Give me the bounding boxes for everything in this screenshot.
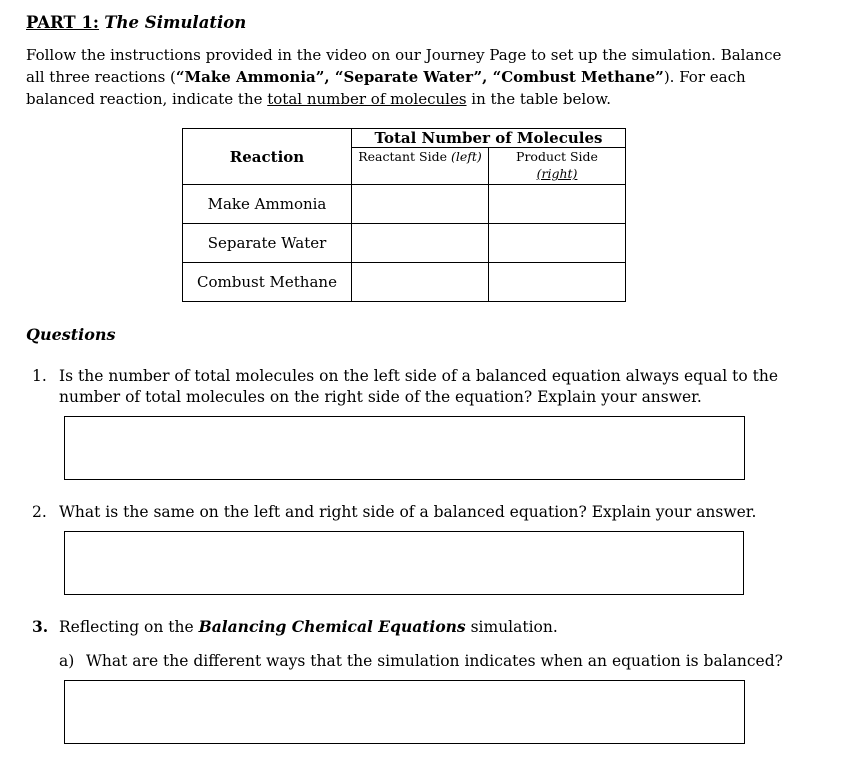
question-text-post: simulation.: [465, 618, 558, 636]
reaction-header: Reaction: [183, 129, 352, 185]
sub-question-number: a): [59, 652, 75, 670]
intro-line-1: Follow the instructions provided in the video on our Journey Page to set up the simulation. Balance: [26, 46, 782, 64]
intro-line-2-pre: all three reactions (: [26, 68, 176, 86]
intro-line-3-post: in the table below.: [466, 90, 612, 108]
reactant-count-cell[interactable]: [352, 224, 489, 263]
question-text-line-2: number of total molecules on the right side of the equation? Explain your answer.: [59, 388, 702, 406]
reactant-count-cell[interactable]: [352, 263, 489, 302]
product-count-cell[interactable]: [489, 263, 626, 302]
question-number: 2.: [32, 503, 47, 521]
reactant-side-header: [352, 148, 489, 185]
answer-box-2[interactable]: [64, 531, 744, 595]
product-count-cell[interactable]: [489, 224, 626, 263]
table-row: [183, 185, 626, 224]
product-side-sub: (right): [536, 166, 578, 181]
part-subtitle: The Simulation: [104, 13, 247, 32]
question-text: [59, 616, 558, 638]
question-text-pre: Reflecting on the: [59, 618, 199, 636]
reaction-name: Separate Water: [183, 224, 352, 263]
part-title: [26, 13, 246, 32]
reaction-name: Combust Methane: [183, 263, 352, 302]
part-label: PART 1:: [26, 13, 100, 32]
table-row: [183, 224, 626, 263]
intro-line-2-post: ). For each: [663, 68, 746, 86]
product-side-header: [489, 148, 626, 185]
total-molecules-header: Total Number of Molecules: [352, 129, 626, 148]
total-molecules-phrase: total number of molecules: [267, 90, 467, 108]
reactant-side-sub: (left): [450, 149, 482, 164]
question-text-line-1: Is the number of total molecules on the left side of a balanced equation always equal to the: [59, 367, 779, 385]
table-row: [183, 263, 626, 302]
sub-question-text: What are the different ways that the simulation indicates when an equation is balanced?: [86, 652, 783, 670]
intro-line-3-pre: balanced reaction, indicate the: [26, 90, 268, 108]
question-number: 3.: [32, 617, 49, 636]
reaction-names: “Make Ammonia”, “Separate Water”, “Combust Methane”: [175, 68, 664, 86]
product-side-label: Product Side: [516, 149, 598, 164]
intro-line-3: [26, 88, 826, 110]
question-number: 1.: [32, 367, 47, 385]
intro-paragraph: [26, 44, 826, 110]
simulation-name: Balancing Chemical Equations: [198, 617, 466, 636]
molecule-count-table: [182, 128, 626, 302]
answer-box-1[interactable]: [64, 416, 745, 480]
reaction-name: Make Ammonia: [183, 185, 352, 224]
intro-line-2: [26, 66, 826, 88]
reactant-side-label: Reactant Side: [358, 149, 451, 164]
questions-heading: Questions: [26, 325, 116, 344]
question-text: What is the same on the left and right side of a balanced equation? Explain your answer.: [59, 503, 757, 521]
reactant-count-cell[interactable]: [352, 185, 489, 224]
product-count-cell[interactable]: [489, 185, 626, 224]
answer-box-3a[interactable]: [64, 680, 745, 744]
